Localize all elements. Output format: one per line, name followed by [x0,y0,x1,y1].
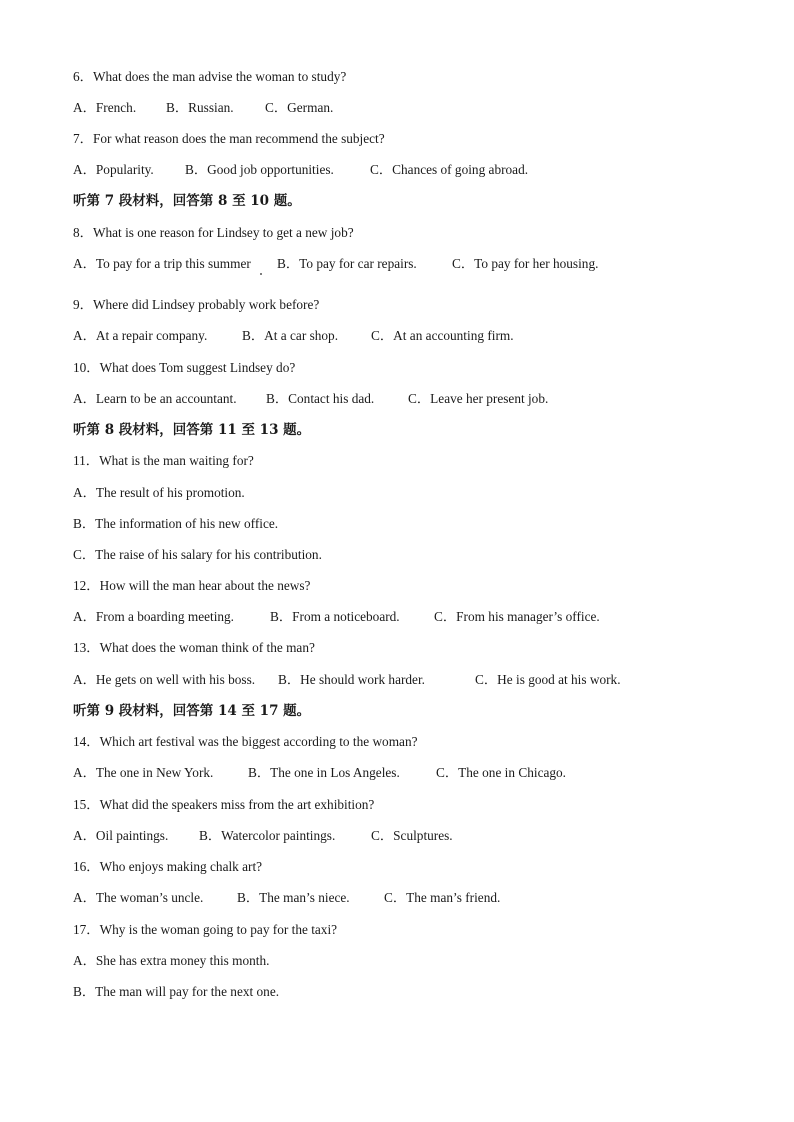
answer-option: C．The man’s friend. [384,890,501,905]
answer-option: C．The one in Chicago. [436,765,566,780]
answer-option: C．Chances of going abroad. [370,162,529,177]
answer-option: C．At an accounting firm. [371,328,514,343]
question-text: 11．What is the man waiting for? [73,453,254,468]
question-text: 7．For what reason does the man recommend the subject? [73,131,385,146]
answer-option: B．Good job opportunities. [185,162,334,177]
answer-option: A．She has extra money this month. [73,953,270,968]
question-text: 10．What does Tom suggest Lindsey do? [73,360,296,375]
answer-option: B．From a noticeboard. [270,609,400,624]
answer-option: C．From his manager’s office. [434,609,600,624]
answer-option: A．To pay for a trip this summer [73,256,251,271]
answer-option: B．Contact his dad. [266,391,375,406]
section-heading: 听第 9 段材料，回答第 14 至 17 题。 [73,703,311,719]
answer-option: A．Learn to be an accountant. [73,391,237,406]
answer-option: C．Sculptures. [371,828,453,843]
section-heading: 听第 7 段材料，回答第 8 至 10 题。 [73,193,301,209]
answer-option: A．Oil paintings. [73,828,169,843]
answer-option: B．To pay for car repairs. [277,256,417,271]
answer-option: A．He gets on well with his boss. [73,672,256,687]
answer-option: B．Watercolor paintings. [199,828,336,843]
answer-option: B．The man’s niece. [237,890,350,905]
stray-dot-mark [260,273,262,275]
answer-option: B．He should work harder. [278,672,425,687]
answer-option: B．The one in Los Angeles. [248,765,400,780]
question-text: 16．Who enjoys making chalk art? [73,859,263,874]
answer-option: B．Russian. [166,100,234,115]
question-text: 12．How will the man hear about the news? [73,578,311,593]
answer-option: A．Popularity. [73,162,154,177]
answer-option: B．The information of his new office. [73,516,279,531]
answer-option: A．The result of his promotion. [73,485,245,500]
answer-option: B．At a car shop. [242,328,339,343]
answer-option: C．He is good at his work. [475,672,621,687]
answer-option: C．To pay for her housing. [452,256,599,271]
answer-option: A．At a repair company. [73,328,208,343]
answer-option: B．The man will pay for the next one. [73,984,280,999]
question-text: 8．What is one reason for Lindsey to get a new job? [73,225,354,240]
question-text: 13．What does the woman think of the man? [73,640,315,655]
question-text: 6．What does the man advise the woman to study? [73,69,347,84]
answer-option: C．German. [265,100,334,115]
answer-option: A．The woman’s uncle. [73,890,204,905]
answer-option: C．The raise of his salary for his contribution. [73,547,322,562]
answer-option: A．From a boarding meeting. [73,609,235,624]
question-text: 9．Where did Lindsey probably work before? [73,297,320,312]
question-text: 17．Why is the woman going to pay for the taxi? [73,922,338,937]
answer-option: C．Leave her present job. [408,391,549,406]
answer-option: A．The one in New York. [73,765,214,780]
answer-option: A．French. [73,100,137,115]
question-text: 14．Which art festival was the biggest according to the woman? [73,734,418,749]
section-heading: 听第 8 段材料，回答第 11 至 13 题。 [73,422,311,438]
question-text: 15．What did the speakers miss from the art exhibition? [73,797,375,812]
